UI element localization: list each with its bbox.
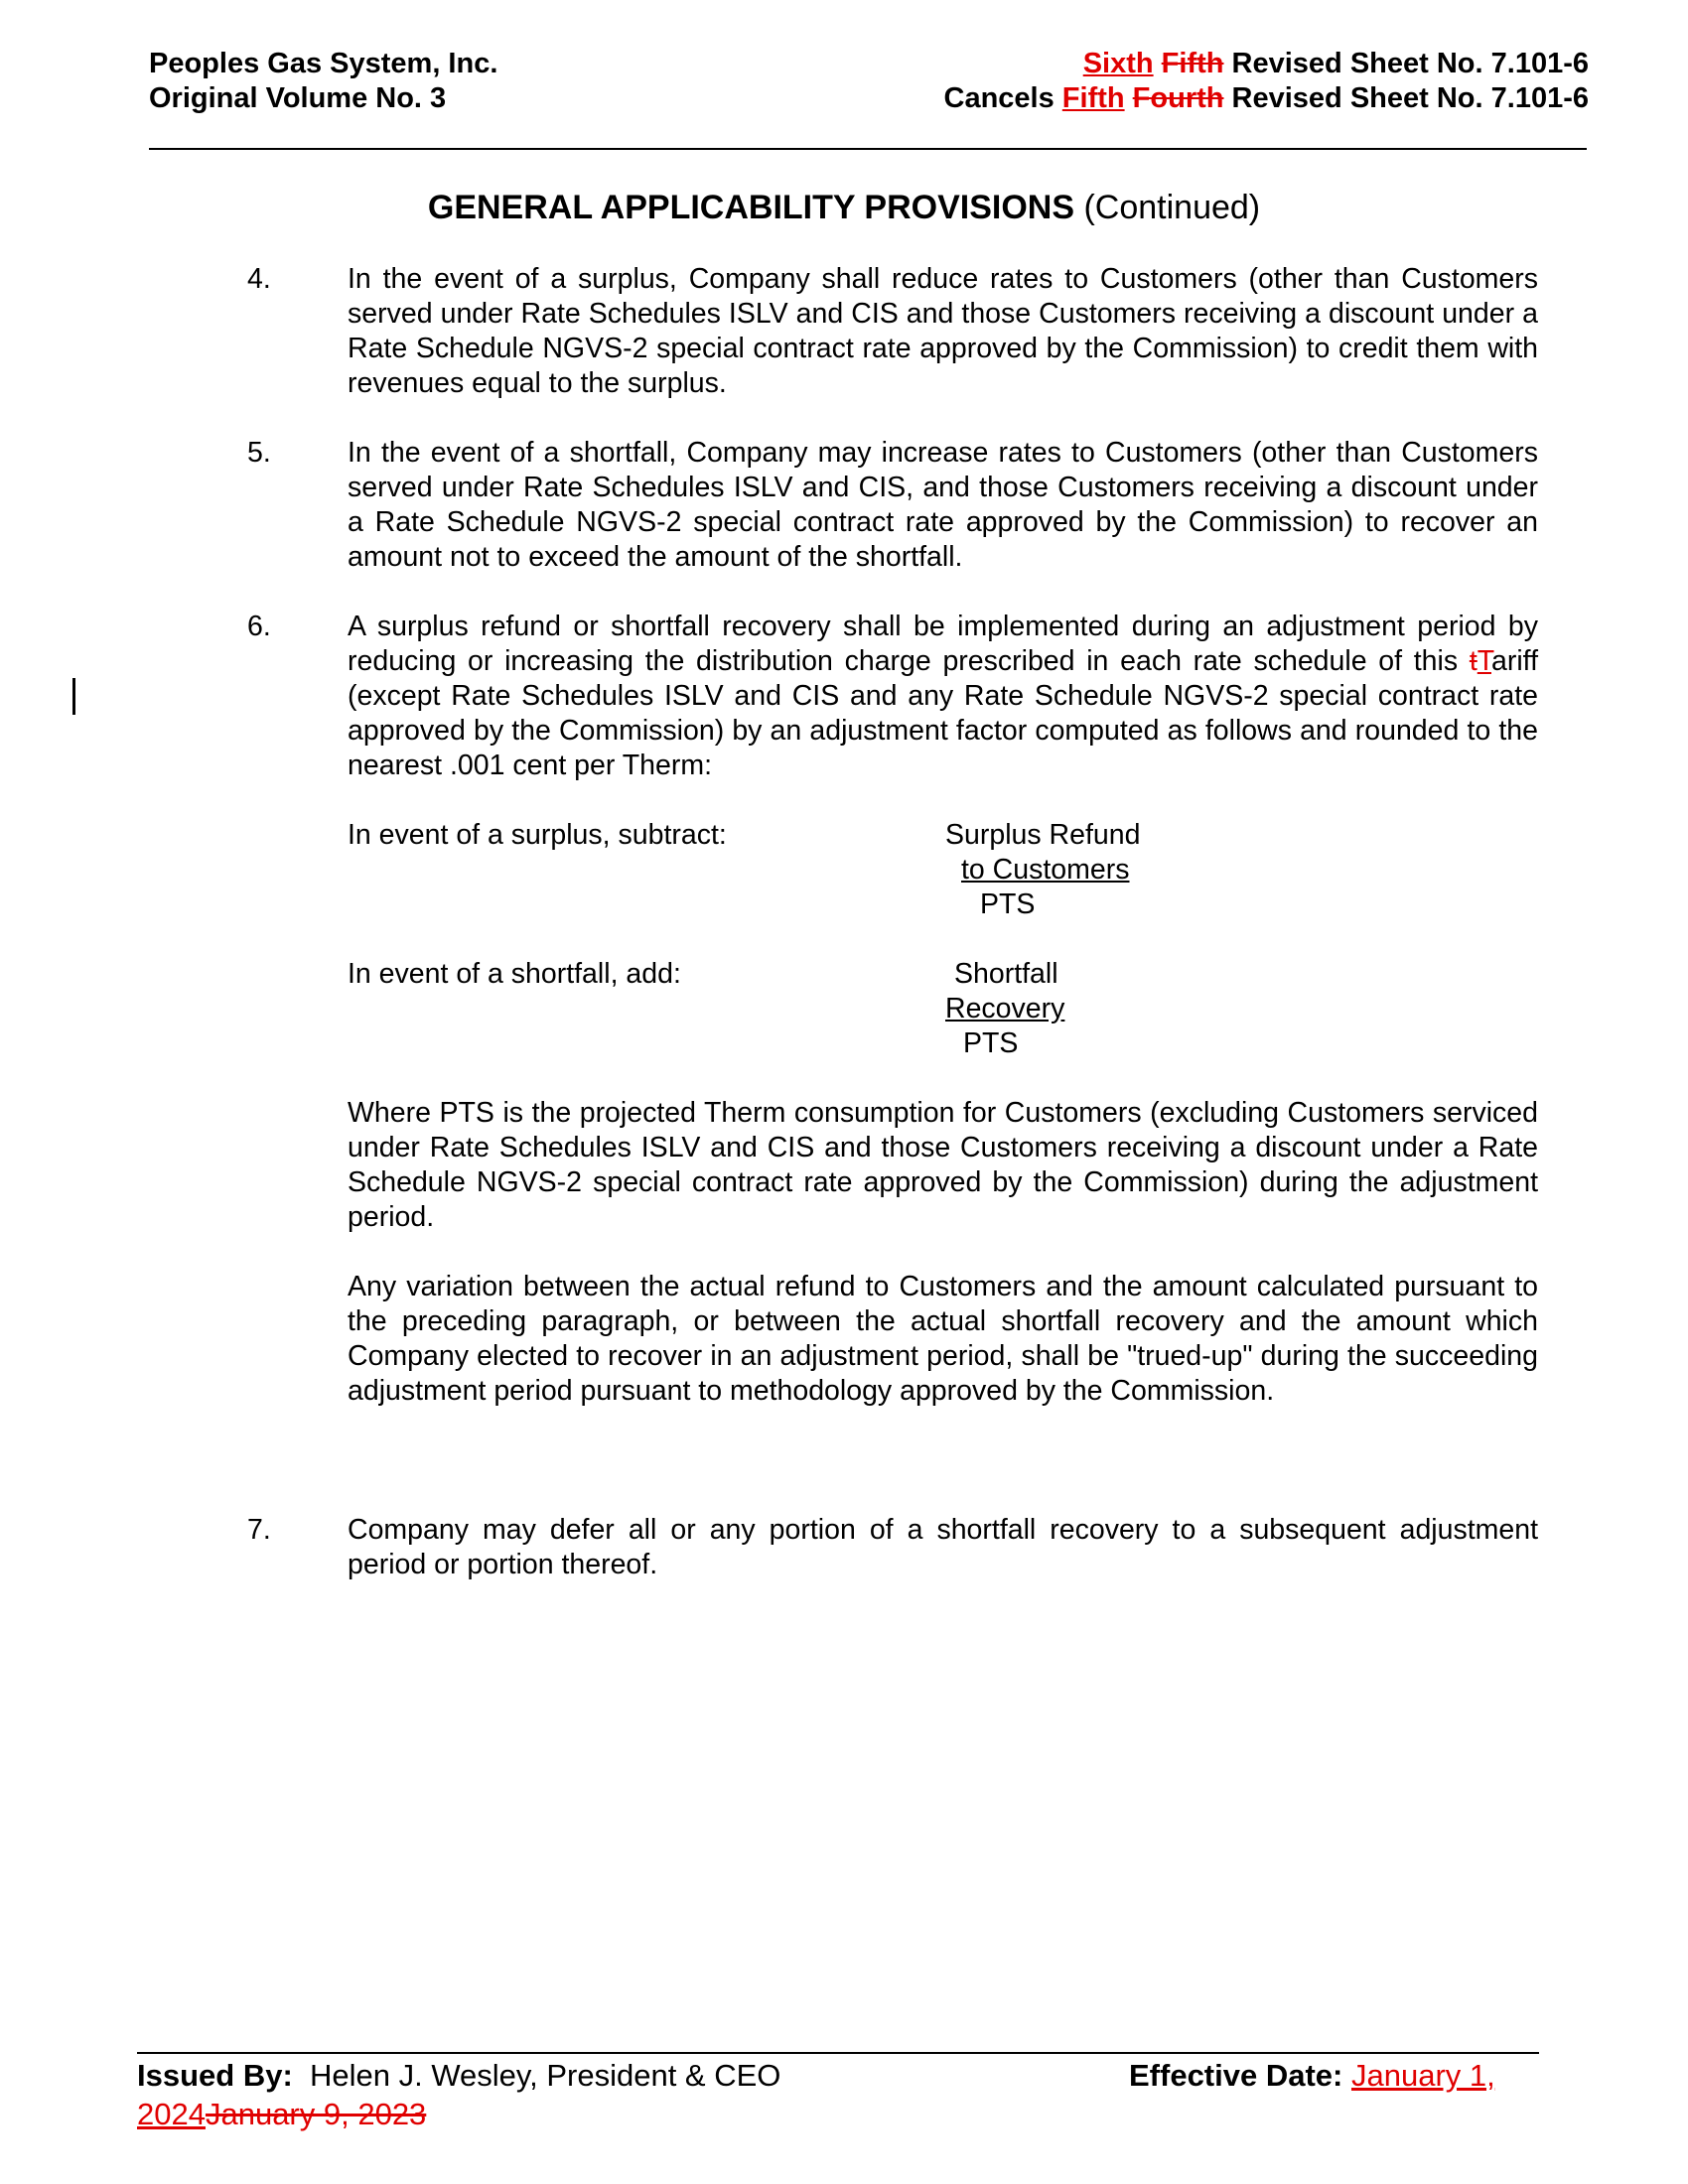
provision-4 xyxy=(247,262,1538,401)
issued-by-label: Issued By: xyxy=(137,2058,293,2093)
surplus-numerator-line2: to Customers xyxy=(961,854,1130,886)
header-right xyxy=(944,47,1590,116)
issued-by-value: Helen J. Wesley, President & CEO xyxy=(310,2058,781,2093)
surplus-formula-label: In event of a surplus, subtract: xyxy=(348,819,727,851)
deleted-letter: t xyxy=(1469,645,1477,677)
shortfall-denominator: PTS xyxy=(963,1027,1019,1059)
cancels-deleted: Fourth xyxy=(1132,82,1224,114)
sheet-inserted: Sixth xyxy=(1082,48,1154,79)
page-title xyxy=(0,187,1688,228)
effective-date-label: Effective Date: xyxy=(1129,2058,1343,2093)
cancels-prefix: Cancels xyxy=(943,82,1055,114)
provision-7 xyxy=(247,1513,1538,1582)
header-left xyxy=(149,47,497,116)
cancels-inserted: Fifth xyxy=(1061,82,1125,114)
provision-number: 5. xyxy=(247,437,271,469)
sheet-deleted: Fifth xyxy=(1161,48,1224,79)
issued-by xyxy=(137,2056,780,2095)
surplus-numerator-line1: Surplus Refund xyxy=(945,819,1141,851)
provision-number: 4. xyxy=(247,263,271,295)
provision-text xyxy=(348,610,1538,783)
footer-rule-left xyxy=(137,2052,1003,2054)
company-name: Peoples Gas System, Inc. xyxy=(149,48,498,79)
provision-number: 7. xyxy=(247,1514,271,1546)
variation-paragraph: Any variation between the actual refund to Customers and the amount calculated pursuant to the preceding paragraph, or between the actual shortfall recovery and the amount which Company elected to recover in an adjustment period, shall be "trued-up" during the succeeding adjustment period pursuant to methodology approved by the Commission. xyxy=(348,1271,1538,1407)
effective-date-continued xyxy=(137,2095,426,2133)
sheet-rest: Revised Sheet No. 7.101-6 xyxy=(1231,48,1589,79)
provision-6 xyxy=(247,610,1538,783)
sheet-number xyxy=(944,47,1590,81)
provision-text-b: ariff (except Rate Schedules ISLV and CIS and any Rate Schedule NGVS-2 special contract rate approved by the Commission) by an adjustment factor computed as follows and rounded to the nearest .001 cent per Therm: xyxy=(348,645,1538,781)
cancels-sheet xyxy=(944,81,1590,116)
provision-number: 6. xyxy=(247,611,271,642)
revision-change-bar xyxy=(72,678,75,715)
footer-rule-right xyxy=(1003,2052,1539,2054)
pts-definition-paragraph: Where PTS is the projected Therm consumption for Customers (excluding Customers serviced under Rate Schedules ISLV and CIS and those Customers receiving a discount under a Rate Schedule NGVS-2 special contract rate approved by the Commission) during the adjustment period. xyxy=(348,1097,1538,1233)
effective-date-deleted: January 9, 2023 xyxy=(205,2097,427,2131)
surplus-denominator: PTS xyxy=(980,888,1036,920)
title-suffix: (Continued) xyxy=(1083,189,1261,226)
provision-text: In the event of a shortfall, Company may increase rates to Customers (other than Customers served under Rate Schedules ISLV and CIS, and those Customers receiving a discount under a Rate Schedule NGVS-2 special contract rate approved by the Commission) to recover an amount not to exceed the amount of the shortfall. xyxy=(348,437,1538,573)
provision-5 xyxy=(247,436,1538,575)
shortfall-numerator-line1: Shortfall xyxy=(954,958,1058,990)
header-rule xyxy=(149,148,1587,150)
cancels-rest: Revised Sheet No. 7.101-6 xyxy=(1231,82,1589,114)
volume-label: Original Volume No. 3 xyxy=(149,82,447,114)
effective-year-inserted: 2024 xyxy=(137,2097,206,2131)
provision-text: Company may defer all or any portion of a shortfall recovery to a subsequent adjustment period or portion thereof. xyxy=(348,1514,1538,1580)
shortfall-numerator-line2: Recovery xyxy=(945,993,1065,1024)
title-main: GENERAL APPLICABILITY PROVISIONS xyxy=(427,189,1075,226)
provision-text-a: A surplus refund or shortfall recovery shall be implemented during an adjustment period by reducing or increasing the distribution charge prescribed in each rate schedule of this xyxy=(348,611,1538,677)
effective-date-inserted: January 1, xyxy=(1350,2058,1495,2093)
effective-date xyxy=(1129,2056,1495,2095)
inserted-letter: T xyxy=(1477,645,1491,677)
provision-text: In the event of a surplus, Company shall reduce rates to Customers (other than Customers served under Rate Schedules ISLV and CIS and those Customers receiving a discount under a Rate Schedule NGVS-2 special contract rate approved by the Commission) to credit them with revenues equal to the surplus. xyxy=(348,263,1538,399)
shortfall-formula-label: In event of a shortfall, add: xyxy=(348,958,681,990)
